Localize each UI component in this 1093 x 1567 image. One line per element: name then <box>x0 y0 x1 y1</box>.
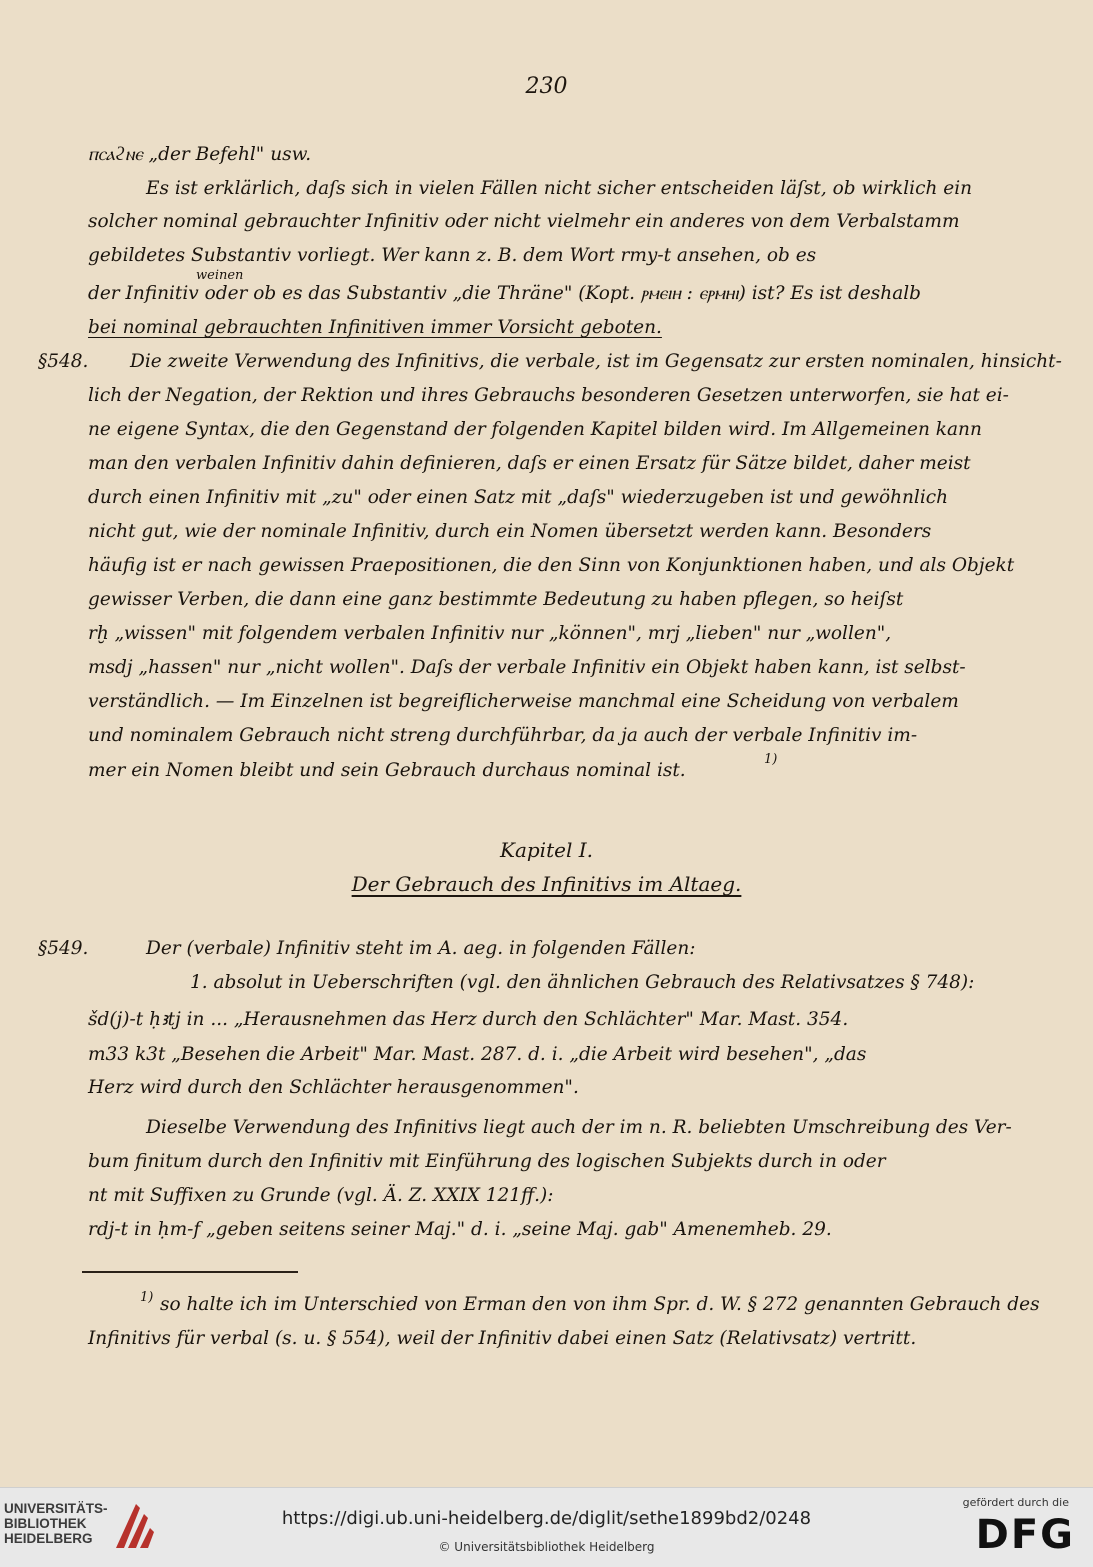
text-line: Herz wird durch den Schlächter herausgenommen". <box>88 1077 579 1098</box>
text-line: bum finitum durch den Infinitiv mit Einführung des logischen Subjekts durch in oder <box>88 1151 886 1172</box>
text-line: ⲡⲥⲁϩⲛⲉ „der Befehl" usw. <box>88 144 312 165</box>
text-line: Es ist erklärlich, daſs sich in vielen Fällen nicht sicher entscheiden läſst, ob wirklich ein <box>146 178 973 199</box>
text-line: und nominalem Gebrauch nicht streng durchführbar, da ja auch der verbale Infinitiv im- <box>88 725 918 746</box>
interlinear-note: weinen <box>196 268 244 283</box>
text-line: 1. absolut in Ueberschriften (vgl. den ähnlichen Gebrauch des Relativsatzes § 748): <box>190 972 975 993</box>
chapter-title: Kapitel I. <box>500 838 593 862</box>
dfg-logo[interactable]: DFG <box>975 1512 1075 1558</box>
text-line: gewisser Verben, die dann eine ganz bestimmte Bedeutung zu haben pflegen, so heiſst <box>88 589 904 610</box>
footnote-line: so halte ich im Unterschied von Erman den von ihm Spr. d. W. § 272 genannten Gebrauch des <box>160 1294 1040 1315</box>
text-line: gebildetes Substantiv vorliegt. Wer kann z. B. dem Wort rmy-t ansehen, ob es <box>88 245 817 266</box>
text-line: solcher nominal gebrauchter Infinitiv oder nicht vielmehr ein anderes von dem Verbalstamm <box>88 211 960 232</box>
library-line: HEIDELBERG <box>4 1531 93 1546</box>
text-line: rdj-t in ḥm-f „geben seitens seiner Maj." d. i. „seine Maj. gab" Amenemheb. 29. <box>88 1219 832 1240</box>
text-line: häufig ist er nach gewissen Praepositionen, die den Sinn von Konjunktionen haben, und als Objekt <box>88 555 1015 576</box>
text-line: ne eigene Syntax, die den Gegenstand der folgenden Kapitel bilden wird. Im Allgemeinen kann <box>88 419 982 440</box>
funding-note: gefördert durch die <box>962 1496 1069 1509</box>
paragraph-number: §548. <box>38 351 89 372</box>
footnote-line: Infinitivs für verbal (s. u. § 554), weil der Infinitiv dabei einen Satz (Relativsatz) vertritt. <box>88 1328 917 1349</box>
library-line: UNIVERSITÄTS- <box>4 1501 108 1516</box>
footnote-mark: 1) <box>140 1290 154 1305</box>
footer-bar <box>0 1487 1093 1567</box>
library-line: BIBLIOTHEK <box>4 1516 87 1531</box>
footnote-mark: 1) <box>764 752 778 767</box>
text-line-underlined: bei nominal gebrauchten Infinitiven immer Vorsicht geboten. <box>88 317 662 338</box>
text-line: rḫ „wissen" mit folgendem verbalen Infinitiv nur „können", mrj „lieben" nur „wollen", <box>88 623 892 644</box>
text-line: Die zweite Verwendung des Infinitivs, die verbale, ist im Gegensatz zur ersten nominalen, hinsicht- <box>130 351 1062 372</box>
text-line: msdj „hassen" nur „nicht wollen". Daſs der verbale Infinitiv ein Objekt haben kann, ist selbst- <box>88 657 966 678</box>
text-line: šd(j)-t ḥꜣtj in ... „Herausnehmen das Herz durch den Schlächter" Mar. Mast. 354. <box>88 1009 849 1030</box>
copyright-notice: © Universitätsbibliothek Heidelberg <box>438 1540 655 1554</box>
text-line: durch einen Infinitiv mit „zu" oder einen Satz mit „daſs" wiederzugeben ist und gewöhnlich <box>88 487 949 508</box>
page-number: 230 <box>525 74 568 99</box>
paragraph-number: §549. <box>38 938 89 959</box>
text-line: Der (verbale) Infinitiv steht im A. aeg. in folgenden Fällen: <box>146 938 696 959</box>
text-line: verständlich. — Im Einzelnen ist begreiflicherweise manchmal eine Scheidung von verbalem <box>88 691 959 712</box>
chapter-subtitle: Der Gebrauch des Infinitivs im Altaeg. <box>351 872 742 896</box>
footnote-rule <box>82 1271 298 1273</box>
text-line: nt mit Suffixen zu Grunde (vgl. Ä. Z. XXIX 121ff.): <box>88 1185 554 1206</box>
text-line: lich der Negation, der Rektion und ihres Gebrauchs besonderen Gesetzen unterworfen, sie hat ei- <box>88 385 1009 406</box>
text-line: mer ein Nomen bleibt und sein Gebrauch durchaus nominal ist. <box>88 760 686 781</box>
page-url-link[interactable]: https://digi.ub.uni-heidelberg.de/diglit/sethe1899bd2/0248 <box>281 1508 812 1529</box>
text-line: m33 k3t „Besehen die Arbeit" Mar. Mast. 287. d. i. „die Arbeit wird besehen", „das <box>88 1044 867 1065</box>
text-line: der Infinitiv oder ob es das Substantiv „die Thräne" (Kopt. ⲣⲙⲉⲓⲏ : ⲉⲣⲙⲏⲓ) ist? Es ist deshalb <box>88 283 921 304</box>
text-line: man den verbalen Infinitiv dahin definieren, daſs er einen Ersatz für Sätze bildet, daher meist <box>88 453 971 474</box>
text-line: nicht gut, wie der nominale Infinitiv, durch ein Nomen übersetzt werden kann. Besonders <box>88 521 932 542</box>
text-line: Dieselbe Verwendung des Infinitivs liegt auch der im n. R. beliebten Umschreibung des Ver- <box>146 1117 1012 1138</box>
